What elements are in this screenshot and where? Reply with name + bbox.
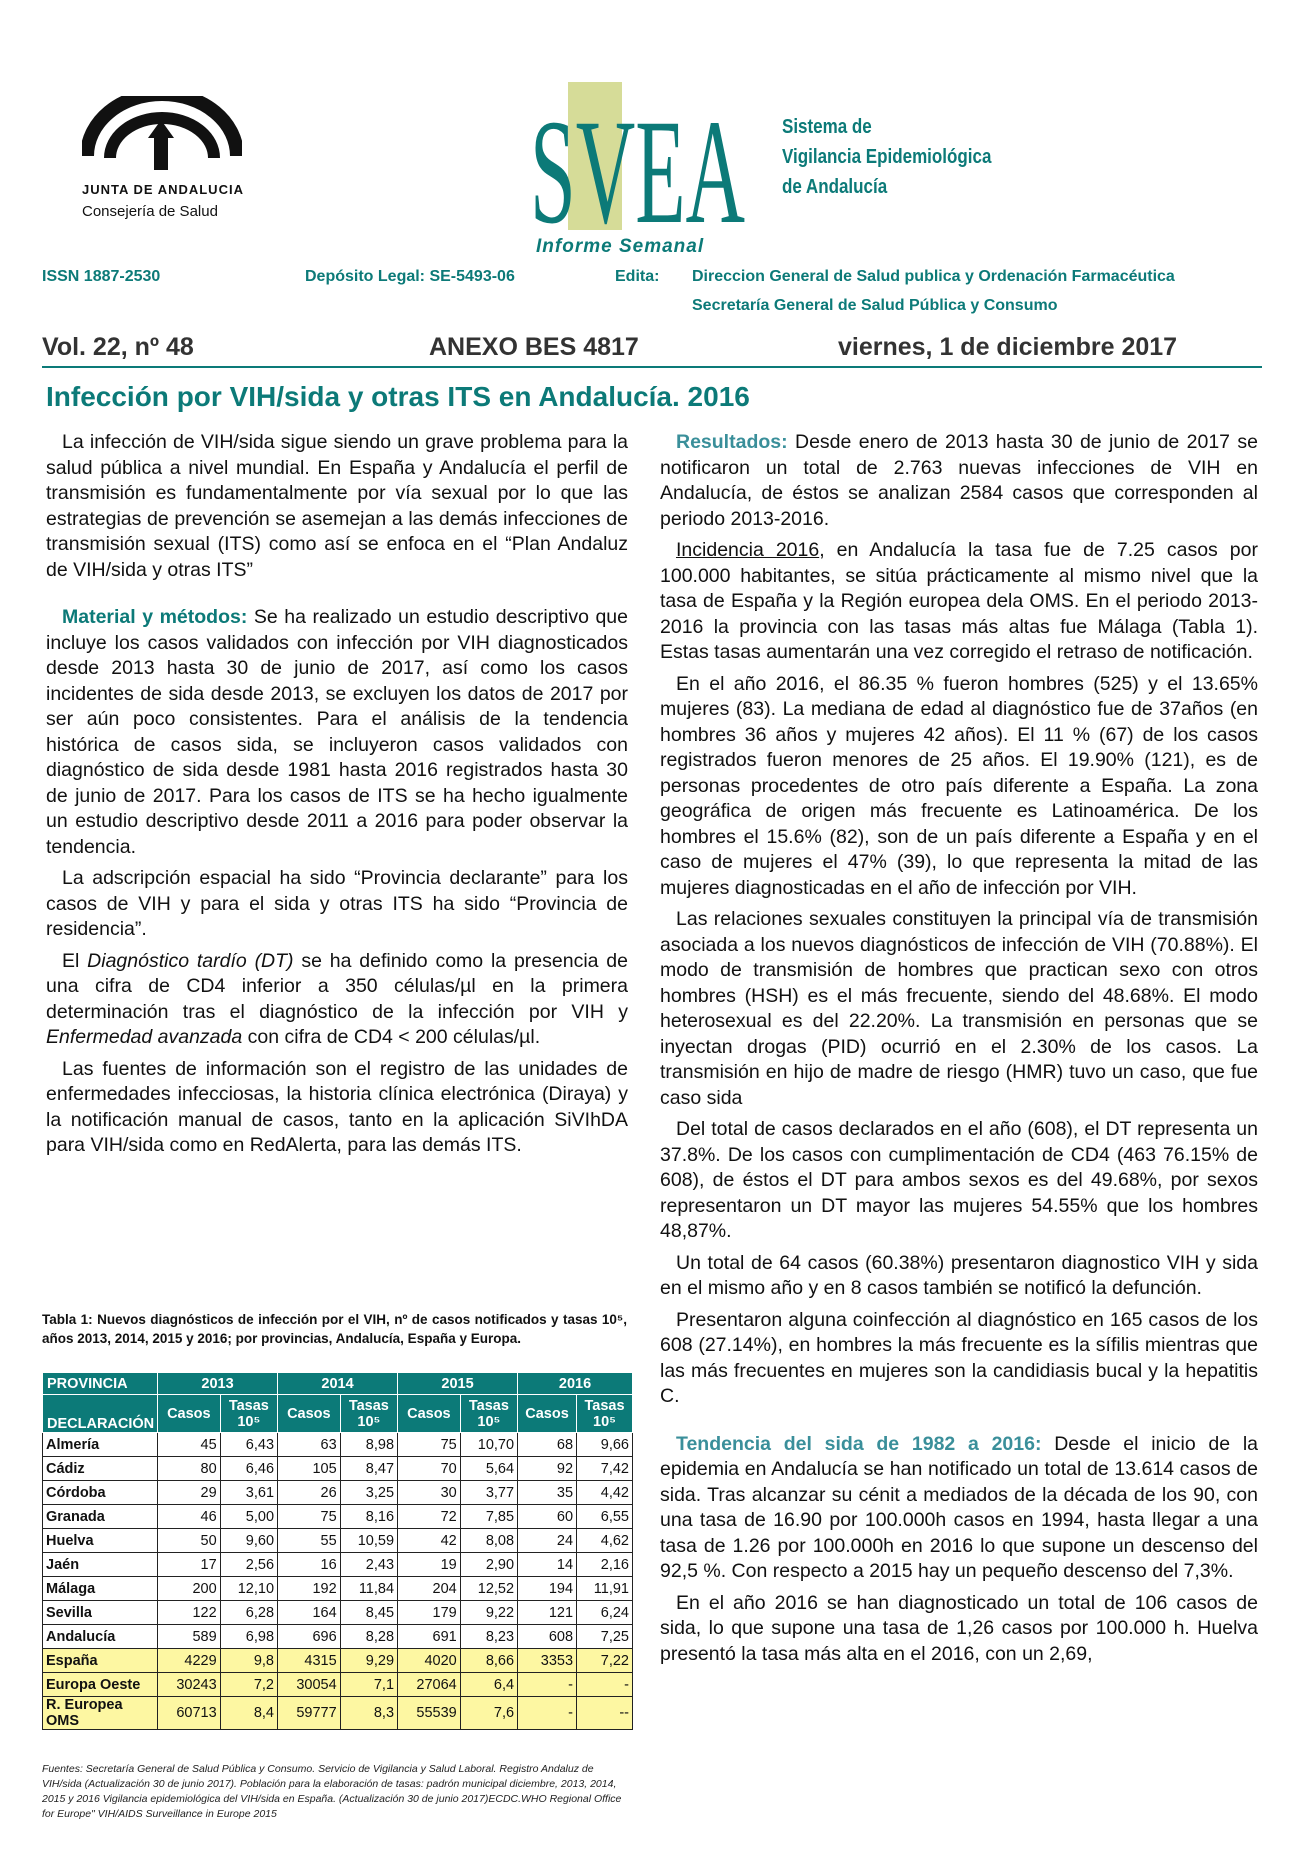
tasa-cell: 7,6	[460, 1697, 517, 1730]
tasa-cell: 11,91	[577, 1577, 633, 1601]
svea-system-name	[782, 112, 991, 202]
casos-cell: 70	[398, 1457, 461, 1481]
dt-paragraph: El Diagnóstico tardío (DT) se ha definido como la presencia de una cifra de CD4 inferior a 350 células/µl en la primera determinación tras el diagnóstico de la infección por VIH y Enfermedad avanzada con cifra de CD4 < 200 células/µl.	[46, 949, 629, 1048]
header-year: 2016	[518, 1373, 633, 1395]
right-column	[660, 430, 1258, 1673]
casos-cell: 194	[518, 1577, 577, 1601]
data-table	[42, 1372, 633, 1730]
header-casos: Casos	[518, 1395, 577, 1433]
secretaria-general: Secretaría General de Salud Pública y Consumo	[692, 297, 1058, 314]
header-declaracion: DECLARACIÓN	[43, 1395, 158, 1433]
trend-paragraph: Tendencia del sida de 1982 a 2016: Desde el inicio de la epidemia en Andalucía se han notificado un total de 13.614 casos de sida. Tras alcanzar su cénit a mediados de la década de los 90, con una tasa de 16.90 por 100.000h casos en 1994, hasta llegar a una tasa de 1.26 por 100.000h en 2016 lo que supone un descenso del 92,5 %. Con respecto a 2015 hay un pequeño descenso del 7,3%.	[660, 1432, 1258, 1582]
header-casos: Casos	[398, 1395, 461, 1433]
tasa-cell: 5,00	[220, 1505, 277, 1529]
tasa-cell: --	[577, 1697, 633, 1730]
header-tasas: Tasas 10⁵	[460, 1395, 517, 1433]
casos-cell: 29	[158, 1481, 221, 1505]
province-name: Europa Oeste	[43, 1673, 158, 1697]
late-diagnosis-paragraph: Del total de casos declarados en el año (608), el DT representa un 37.8%. De los casos con cumplimentación de CD4 (463 76.15% de 608), de éstos el DT para ambos sexos es del 49.68%, por sexos representaron un DT mayor las mujeres 54.55% que los hombres 48,87%.	[660, 1118, 1258, 1242]
tasa-cell: 4,42	[577, 1481, 633, 1505]
issn: ISSN 1887-2530	[42, 268, 161, 285]
edita-label: Edita:	[615, 268, 660, 285]
casos-cell: 14	[518, 1553, 577, 1577]
tasa-cell: 8,16	[340, 1505, 397, 1529]
anexo-number: ANEXO BES 4817	[429, 333, 639, 361]
casos-cell: 691	[398, 1625, 461, 1649]
tasa-cell: 6,24	[577, 1601, 633, 1625]
tasa-cell: 3,25	[340, 1481, 397, 1505]
casos-cell: 121	[518, 1601, 577, 1625]
table-row	[43, 1649, 633, 1673]
province-name: Córdoba	[43, 1481, 158, 1505]
casos-cell: 55539	[398, 1697, 461, 1730]
tasa-cell: 12,52	[460, 1577, 517, 1601]
casos-cell: -	[518, 1697, 577, 1730]
tasa-cell: -	[577, 1673, 633, 1697]
tasa-cell: 8,66	[460, 1649, 517, 1673]
province-name: Andalucía	[43, 1625, 158, 1649]
tasa-cell: 7,85	[460, 1505, 517, 1529]
tasa-cell: 5,64	[460, 1457, 517, 1481]
casos-cell: 60713	[158, 1697, 221, 1730]
tasa-cell: 6,4	[460, 1673, 517, 1697]
table-body	[43, 1433, 633, 1730]
casos-cell: 75	[398, 1433, 461, 1457]
tasa-cell: 11,84	[340, 1577, 397, 1601]
methods-paragraph: Material y métodos: Se ha realizado un estudio descriptivo que incluye los casos validados con infección por VIH diagnosticados desde 2013 hasta 30 de junio de 2017, así como los casos incidentes de sida desde 2013, se excluyen los datos de 2017 por ser aún poco consistentes. Para el análisis de la tendencia histórica de casos sida, se incluyeron casos validados con diagnóstico de sida desde 1981 hasta 2016 registrados hasta 30 de junio de 2017. Para los casos de ITS se ha hecho igualmente un estudio descriptivo desde 2011 a 2016 para poder observar la tendencia.	[46, 606, 628, 858]
tasa-cell: 7,25	[577, 1625, 633, 1649]
results-paragraph: Resultados: Desde enero de 2013 hasta 30 de junio de 2017 se notificaron un total de 2.763 nuevas infecciones de VIH en Andalucía, de éstos se analizan 2584 casos que corresponden al periodo 2013-2016.	[660, 431, 1258, 530]
casos-cell: 4315	[278, 1649, 341, 1673]
informe-semanal: Informe Semanal	[536, 236, 705, 257]
province-name: Málaga	[43, 1577, 158, 1601]
tasa-cell: 12,10	[220, 1577, 277, 1601]
coinfection-paragraph: Presentaron alguna coinfección al diagnóstico en 165 casos de los 608 (27.14%), en hombres la más frecuente es la sífilis mientras que las más frecuentes en mujeres son la candidiasis bucal y la hepatitis C.	[660, 1308, 1258, 1407]
casos-cell: 122	[158, 1601, 221, 1625]
tasa-cell: 2,16	[577, 1553, 633, 1577]
tasa-cell: 3,77	[460, 1481, 517, 1505]
header-casos: Casos	[278, 1395, 341, 1433]
tasa-cell: 8,4	[220, 1697, 277, 1730]
casos-cell: 30	[398, 1481, 461, 1505]
casos-cell: 72	[398, 1505, 461, 1529]
intro-paragraph: La infección de VIH/sida sigue siendo un grave problema para la salud pública a nivel mundial. En España y Andalucía el perfil de transmisión es fundamentalmente por vía sexual por lo que las estrategias de prevención se asemejan a las demás infecciones de transmisión sexual (ITS) como así se enfoca en el “Plan Andaluz de VIH/sida y otras ITS”	[46, 431, 628, 581]
table-row	[43, 1457, 633, 1481]
casos-cell: 42	[398, 1529, 461, 1553]
left-column	[46, 430, 628, 1165]
junta-name: JUNTA DE ANDALUCIA	[82, 182, 244, 197]
tasa-cell: 2,90	[460, 1553, 517, 1577]
tasa-cell: 2,56	[220, 1553, 277, 1577]
casos-cell: 105	[278, 1457, 341, 1481]
casos-cell: 45	[158, 1433, 221, 1457]
casos-cell: 608	[518, 1625, 577, 1649]
tasa-cell: 7,1	[340, 1673, 397, 1697]
tasa-cell: 9,60	[220, 1529, 277, 1553]
volume-number: Vol. 22, nº 48	[42, 333, 194, 361]
header-provincia: PROVINCIA	[43, 1373, 158, 1395]
casos-cell: 60	[518, 1505, 577, 1529]
casos-cell: 30243	[158, 1673, 221, 1697]
tasa-cell: 6,28	[220, 1601, 277, 1625]
svea-logo	[530, 82, 750, 232]
tasa-cell: 8,98	[340, 1433, 397, 1457]
casos-cell: 192	[278, 1577, 341, 1601]
table-row	[43, 1505, 633, 1529]
sida-2016-paragraph: En el año 2016 se han diagnosticado un total de 106 casos de sida, lo que supone una tasa de 1,26 casos por 100.000 h. Huelva presentó la tasa más alta en el 2016, con un 2,69,	[660, 1591, 1258, 1665]
tasa-cell: 8,08	[460, 1529, 517, 1553]
header-year: 2014	[278, 1373, 398, 1395]
casos-cell: 24	[518, 1529, 577, 1553]
province-name: Jaén	[43, 1553, 158, 1577]
table-row	[43, 1673, 633, 1697]
transmission-paragraph: Las relaciones sexuales constituyen la principal vía de transmisión asociada a los nuevos diagnósticos de infección de VIH (70.88%). El modo de transmisión de hombres que practican sexo con otros hombres (HSH) es el más frecuente, siendo del 48.68%. El modo heterosexual es del 22.20%. La transmisión en personas que se inyectan drogas (PID) ocurrió en el 2.30% de los casos. La transmisión en hijo de madre de riesgo (HMR) tuvo un caso, que fue caso sida	[660, 908, 1258, 1109]
tasa-cell: 9,29	[340, 1649, 397, 1673]
tasa-cell: 9,66	[577, 1433, 633, 1457]
province-name: Huelva	[43, 1529, 158, 1553]
tasa-cell: 10,59	[340, 1529, 397, 1553]
casos-cell: 17	[158, 1553, 221, 1577]
table-row	[43, 1553, 633, 1577]
direccion-general: Direccion General de Salud publica y Ordenación Farmacéutica	[692, 268, 1175, 285]
table-row	[43, 1577, 633, 1601]
header-rule	[42, 366, 1262, 368]
tasa-cell: 6,55	[577, 1505, 633, 1529]
tasa-cell: 6,98	[220, 1625, 277, 1649]
province-name: España	[43, 1649, 158, 1673]
casos-cell: 27064	[398, 1673, 461, 1697]
header-year: 2013	[158, 1373, 278, 1395]
incidence-paragraph: Incidencia 2016, en Andalucía la tasa fue de 7.25 casos por 100.000 habitantes, se sitúa prácticamente al mismo nivel que la tasa de España y la Región europea dela OMS. En el periodo 2013-2016 la provincia con las tasas más altas fue Málaga (Tabla 1). Estas tasas aumentarán una vez corregido el retraso de notificación.	[660, 539, 1258, 663]
tasa-cell: 8,47	[340, 1457, 397, 1481]
header-casos: Casos	[158, 1395, 221, 1433]
casos-cell: 589	[158, 1625, 221, 1649]
tasa-cell: 6,43	[220, 1433, 277, 1457]
casos-cell: 63	[278, 1433, 341, 1457]
tasa-cell: 8,23	[460, 1625, 517, 1649]
casos-cell: 55	[278, 1529, 341, 1553]
casos-cell: 4020	[398, 1649, 461, 1673]
province-name: Almería	[43, 1433, 158, 1457]
table-row	[43, 1697, 633, 1730]
province-name: R. Europea OMS	[43, 1697, 158, 1730]
tasa-cell: 7,22	[577, 1649, 633, 1673]
methods-heading: Material y métodos:	[62, 606, 248, 628]
svea-line-3: de Andalucía	[782, 176, 888, 198]
casos-cell: 164	[278, 1601, 341, 1625]
casos-cell: 19	[398, 1553, 461, 1577]
table-caption: Tabla 1: Nuevos diagnósticos de infección por el VIH, nº de casos notificados y tasas 10⁵, años 2013, 2014, 2015 y 2016; por provincias, Andalucía, España y Europa.	[42, 1312, 627, 1346]
tasa-cell: 6,46	[220, 1457, 277, 1481]
tasa-cell: 10,70	[460, 1433, 517, 1457]
svea-line-1: Sistema de	[782, 116, 872, 138]
tasa-cell: 9,22	[460, 1601, 517, 1625]
casos-cell: 4229	[158, 1649, 221, 1673]
tasa-cell: 2,43	[340, 1553, 397, 1577]
casos-cell: 35	[518, 1481, 577, 1505]
table-row	[43, 1601, 633, 1625]
sources-paragraph: Las fuentes de información son el registro de las unidades de enfermedades infecciosas, la historia clínica electrónica (Diraya) y la notificación manual de casos, tanto en la aplicación SiVIhDA para VIH/sida como en RedAlerta, para las demás ITS.	[46, 1057, 628, 1156]
incidence-heading: Incidencia 2016	[676, 539, 820, 561]
casos-cell: 68	[518, 1433, 577, 1457]
header-year: 2015	[398, 1373, 518, 1395]
casos-cell: 204	[398, 1577, 461, 1601]
demographics-paragraph: En el año 2016, el 86.35 % fueron hombres (525) y el 13.65% mujeres (83). La mediana de edad al diagnóstico fue de 37años (en hombres 36 años y mujeres 42 años). El 11 % (67) de los casos registrados fueron menores de 25 años. El 19.90% (121), es de personas procedentes de otro país diferente a España. La zona geográfica de origen más frecuente es Latinoamérica. De los hombres el 15.6% (82), son de un país diferente a España y en el caso de mujeres el 47% (39), lo que representa la mitad de las mujeres diagnosticadas en el año de infección por VIH.	[660, 672, 1258, 899]
same-year-paragraph: Un total de 64 casos (60.38%) presentaron diagnostico VIH y sida en el mismo año y en 8 casos también se notificó la defunción.	[660, 1251, 1258, 1299]
province-name: Cádiz	[43, 1457, 158, 1481]
trend-heading: Tendencia del sida de 1982 a 2016:	[676, 1432, 1042, 1455]
casos-cell: 59777	[278, 1697, 341, 1730]
tasa-cell: 4,62	[577, 1529, 633, 1553]
casos-cell: 16	[278, 1553, 341, 1577]
tasa-cell: 8,3	[340, 1697, 397, 1730]
tasa-cell: 7,2	[220, 1673, 277, 1697]
casos-cell: -	[518, 1673, 577, 1697]
casos-cell: 92	[518, 1457, 577, 1481]
header-tasas: Tasas 10⁵	[577, 1395, 633, 1433]
casos-cell: 26	[278, 1481, 341, 1505]
tasa-cell: 8,45	[340, 1601, 397, 1625]
junta-subtitle: Consejería de Salud	[82, 203, 218, 220]
tasa-cell: 3,61	[220, 1481, 277, 1505]
casos-cell: 30054	[278, 1673, 341, 1697]
spatial-paragraph: La adscripción espacial ha sido “Provincia declarante” para los casos de VIH y para el sida y otras ITS ha sido “Provincia de residencia”.	[46, 867, 628, 940]
table-row	[43, 1529, 633, 1553]
casos-cell: 75	[278, 1505, 341, 1529]
article-title: Infección por VIH/sida y otras ITS en Andalucía. 2016	[46, 381, 750, 412]
tasa-cell: 9,8	[220, 1649, 277, 1673]
table-row	[43, 1625, 633, 1649]
casos-cell: 696	[278, 1625, 341, 1649]
table-row	[43, 1433, 633, 1457]
casos-cell: 46	[158, 1505, 221, 1529]
casos-cell: 179	[398, 1601, 461, 1625]
svea-line-2: Vigilancia Epidemiológica	[782, 146, 992, 168]
issue-date: viernes, 1 de diciembre 2017	[838, 333, 1178, 361]
tasa-cell: 8,28	[340, 1625, 397, 1649]
table-footnote: Fuentes: Secretaría General de Salud Pública y Consumo. Servicio de Vigilancia y Salud Laboral. Registro Andaluz de VIH/sida (Actualización 30 de junio 2017). Población para la elaboración de tasas: padrón municipal diciembre, 2013, 2014, 2015 y 2016 Vigilancia epidemiológica del VIH/sida en España. (Actualización 30 de junio 2017)ECDC.WHO Regional Office for Europe" VIH/AIDS Surveillance in Europe 2015	[42, 1763, 622, 1820]
results-heading: Resultados:	[676, 431, 788, 453]
header-tasas: Tasas 10⁵	[340, 1395, 397, 1433]
province-name: Granada	[43, 1505, 158, 1529]
deposito-legal: Depósito Legal: SE-5493-06	[305, 268, 515, 285]
casos-cell: 200	[158, 1577, 221, 1601]
casos-cell: 50	[158, 1529, 221, 1553]
tasa-cell: 7,42	[577, 1457, 633, 1481]
table-row	[43, 1481, 633, 1505]
svg-text:SVEA: SVEA	[530, 89, 745, 232]
header-tasas: Tasas 10⁵	[220, 1395, 277, 1433]
casos-cell: 80	[158, 1457, 221, 1481]
province-name: Sevilla	[43, 1601, 158, 1625]
casos-cell: 3353	[518, 1649, 577, 1673]
